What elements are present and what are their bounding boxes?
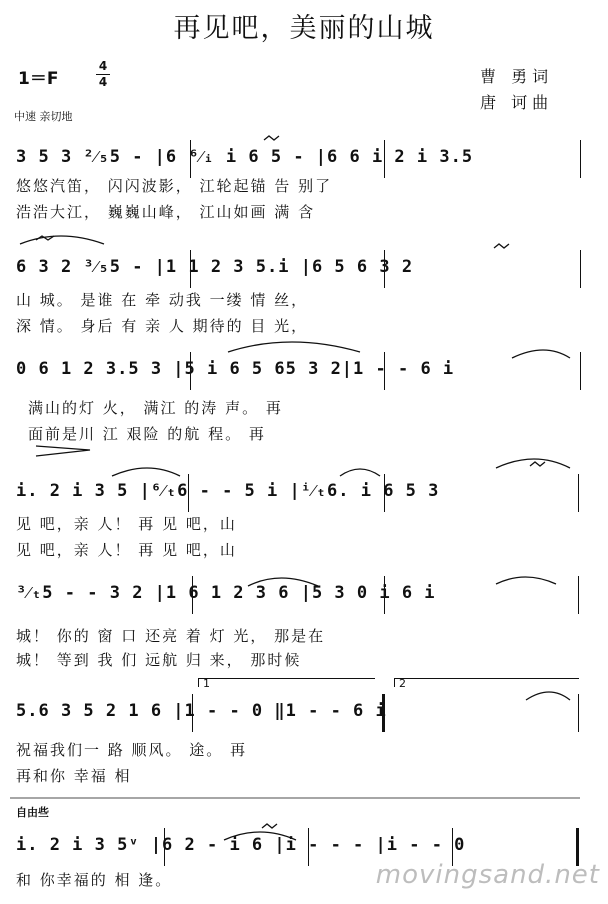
free-tempo-marking: 自由些	[16, 806, 49, 819]
slur	[496, 577, 556, 584]
trill-mark	[494, 244, 509, 248]
volta-2-bracket: 2	[394, 678, 579, 687]
lyric-verse1-line-2: 山 城。 是谁 在 牵 动我 一缕 情 丝，	[16, 291, 309, 309]
slur	[112, 468, 180, 476]
lyric-verse1-line-6: 祝福我们一 路 顺风。 途。 再	[16, 741, 248, 759]
lyric-verse2-line-1: 浩浩大江， 巍巍山峰， 江山如画 满 含	[16, 203, 316, 221]
notation-line-7: i. 2 i 3 5ᵛ |6 2 - i 6 |i - - - |i - - 0	[16, 835, 466, 855]
trill-mark	[530, 462, 545, 466]
song-title: 再见吧，美丽的山城	[173, 13, 435, 44]
notation-line-1: 3 5 3 ²⁄₅5 - |6 ⁶⁄ᵢ i 6 5 - |6 6 i 2 i 3.5	[16, 147, 474, 167]
tempo-marking: 中速 亲切地	[14, 110, 73, 123]
lyric-verse1-line-1: 悠悠汽笛， 闪闪波影， 江轮起锚 告 别了	[16, 177, 333, 195]
lyric-verse2-line-6: 再和你 幸福 相	[16, 767, 132, 785]
volta-1-bracket: 1	[198, 678, 375, 687]
slur	[20, 236, 104, 244]
slur	[512, 350, 570, 358]
lyric-verse2-line-4: 见 吧，亲 人！ 再 见 吧，山	[16, 541, 237, 559]
slur	[526, 692, 570, 700]
slur	[228, 342, 360, 352]
lyric-verse1-line-7: 和 你幸福的 相 逢。	[16, 871, 173, 889]
lyric-verse1-line-5: 城！ 你的 窗 口 还亮 着 灯 光， 那是在	[16, 627, 326, 645]
slur	[248, 578, 318, 586]
notation-line-4: i. 2 i 3 5 |⁶⁄ₜ6 - - 5 i |ⁱ⁄ₜ6. i 6 5 3	[16, 481, 440, 501]
notation-line-3: 0 6 1 2 3.5 3 |5 i 6 5 65 3 2|1 - - 6 i	[16, 359, 455, 379]
notation-line-5: ³⁄ₜ5 - - 3 2 |1 6 1 2 3 6 |5 3 0 i 6 i	[16, 583, 436, 603]
meter-denominator: 4	[98, 75, 108, 89]
key-signature: 1＝F	[18, 69, 59, 89]
meter-numerator: 4	[98, 59, 108, 73]
notation-line-6: 5.6 3 5 2 1 6 |1 - - 0 ‖1 - - 6 i	[16, 701, 387, 721]
lyric-verse2-line-5: 城！ 等到 我 们 远航 归 来， 那时候	[16, 651, 302, 669]
trill-mark	[262, 824, 277, 828]
watermark: movingsand.net	[375, 860, 600, 890]
slur	[224, 832, 296, 840]
slur	[340, 469, 380, 476]
trill-mark	[264, 136, 279, 140]
decrescendo-mark	[36, 446, 90, 456]
lyric-verse2-line-3: 面前是川 江 艰险 的航 程。 再	[28, 425, 266, 443]
notation-line-2: 6 3 2 ³⁄₅5 - |1 1 2 3 5.i |6 5 6 3 2	[16, 257, 414, 277]
lyric-verse1-line-3: 满山的灯 火， 满江 的涛 声。 再	[28, 399, 283, 417]
lyricist-credit: 曹 勇词	[480, 67, 554, 86]
lyric-verse1-line-4: 见 吧，亲 人！ 再 见 吧，山	[16, 515, 237, 533]
composer-credit: 唐 诃曲	[480, 93, 554, 112]
lyric-verse2-line-2: 深 情。 身后 有 亲 人 期待的 目 光，	[16, 317, 309, 335]
